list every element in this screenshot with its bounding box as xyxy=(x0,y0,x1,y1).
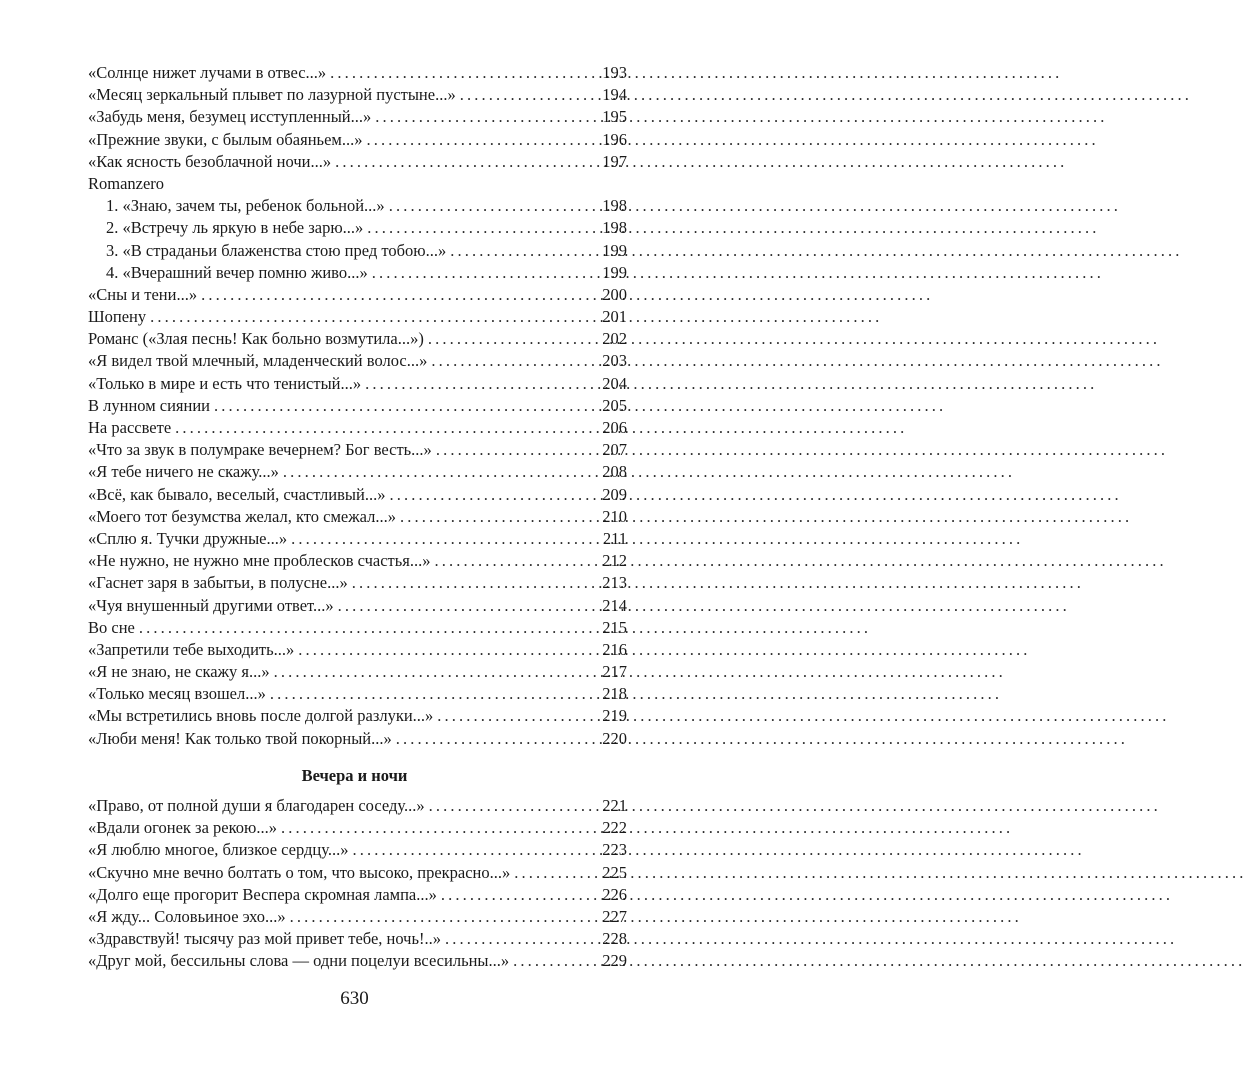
toc-entry xyxy=(88,950,627,972)
dot-leader xyxy=(298,639,598,661)
dot-leader xyxy=(460,84,599,106)
toc-entry-page: 206 xyxy=(602,418,627,437)
dot-leader xyxy=(366,129,598,151)
dot-leader xyxy=(365,373,598,395)
toc-entry-page: 205 xyxy=(602,395,627,415)
dot-leader xyxy=(436,439,598,461)
dot-leader xyxy=(513,950,598,972)
toc-entry xyxy=(88,417,627,439)
toc-entry xyxy=(88,928,627,950)
toc-entry xyxy=(88,106,627,128)
dot-leader xyxy=(437,705,598,727)
toc-entry-title: Romanzero xyxy=(88,173,165,193)
toc-entry-page: 199 xyxy=(602,240,627,260)
dot-leader xyxy=(283,461,598,483)
dot-leader xyxy=(431,350,598,372)
toc-entry xyxy=(88,839,627,861)
dot-leader xyxy=(281,817,598,839)
toc-entry xyxy=(88,217,627,239)
dot-leader xyxy=(441,884,598,906)
toc-entry xyxy=(88,817,627,839)
toc-entry xyxy=(88,528,627,550)
toc-entry xyxy=(88,572,627,594)
toc-entry xyxy=(88,284,627,306)
toc-subheading xyxy=(88,173,627,195)
dot-leader xyxy=(335,151,598,173)
toc-entry xyxy=(88,795,627,817)
toc-entry-title: 1. «Знаю, зачем ты, ребенок больной...» xyxy=(106,196,385,216)
toc-entry-page: 227 xyxy=(602,906,627,926)
dot-leader xyxy=(139,617,598,639)
toc-entry xyxy=(88,373,627,395)
toc-entry-title: «Здравствуй! тысячу раз мой привет тебе, ночь!..» xyxy=(88,929,441,949)
table-of-contents xyxy=(88,62,627,750)
dot-leader xyxy=(400,506,598,528)
toc-entry-page: 222 xyxy=(602,818,627,838)
toc-entry-title: «Чуя внушенный другими ответ...» xyxy=(88,595,334,615)
dot-leader xyxy=(429,795,599,817)
dot-leader xyxy=(353,839,599,861)
toc-entry-title: «Друг мой, бессильны слова — одни поцелуи всесильны...» xyxy=(88,951,510,971)
toc-entry-title: На рассвете xyxy=(88,418,172,437)
toc-entry xyxy=(88,595,627,617)
toc-entry-title: «Запретили тебе выходить...» xyxy=(88,639,295,659)
toc-entry-page: 219 xyxy=(602,706,627,726)
toc-entry-page: 216 xyxy=(602,639,627,659)
toc-entry xyxy=(88,705,627,727)
toc-entry-title: «Месяц зеркальный плывет по лазурной пустыне...» xyxy=(88,85,456,105)
toc-entry-title: «Сны и тени...» xyxy=(88,284,198,304)
toc-entry-page: 218 xyxy=(602,684,627,704)
dot-leader xyxy=(389,195,599,217)
dot-leader xyxy=(514,862,598,884)
toc-entry-page: 217 xyxy=(602,662,627,682)
dot-leader xyxy=(270,683,598,705)
toc-entry xyxy=(88,862,627,884)
toc-entry xyxy=(88,84,627,106)
dot-leader xyxy=(214,395,598,417)
toc-entry-title: «Забудь меня, безумец исступленный...» xyxy=(88,107,372,127)
toc-entry-page: 207 xyxy=(602,440,627,460)
toc-entry-title: «Гаснет заря в забытьи, в полусне...» xyxy=(88,573,348,593)
toc-entry xyxy=(88,661,627,683)
toc-entry-page: 197 xyxy=(602,151,627,171)
toc-entry-page: 225 xyxy=(602,862,627,882)
toc-entry-title: «Не нужно, не нужно мне проблесков счастья...» xyxy=(88,551,431,571)
toc-entry-title: «Вдали огонек за рекою...» xyxy=(88,818,277,838)
toc-entry-page: 203 xyxy=(602,351,627,371)
toc-entry-title: «Только месяц взошел...» xyxy=(88,684,266,704)
dot-leader xyxy=(175,417,598,439)
toc-entry-page: 209 xyxy=(602,484,627,504)
toc-entry-title: «Сплю я. Тучки дружные...» xyxy=(88,528,288,548)
toc-entry-page: 214 xyxy=(602,595,627,615)
dot-leader xyxy=(338,595,599,617)
toc-entry-title: «Я тебе ничего не скажу...» xyxy=(88,462,279,482)
toc-entry-page: 199 xyxy=(602,262,627,282)
toc-entry xyxy=(88,195,627,217)
toc-entry-page: 202 xyxy=(602,329,627,349)
dot-leader xyxy=(375,106,598,128)
toc-entry-title: «Я люблю многое, близкое сердцу...» xyxy=(88,840,349,860)
table-of-contents-section xyxy=(88,795,627,973)
dot-leader xyxy=(428,328,598,350)
toc-entry-title: Шопену xyxy=(88,307,147,327)
toc-entry-title: «Что за звук в полумраке вечернем? Бог весть...» xyxy=(88,440,432,460)
dot-leader xyxy=(372,262,599,284)
dot-leader xyxy=(396,728,599,750)
toc-entry-title: «Я видел твой млечный, младенческий волос...» xyxy=(88,351,428,371)
toc-entry-page: 196 xyxy=(602,129,627,149)
toc-entry-page: 223 xyxy=(602,840,627,860)
dot-leader xyxy=(389,484,598,506)
toc-entry-title: Романс («Злая песнь! Как больно возмутила...») xyxy=(88,329,424,349)
toc-entry-title: 2. «Встречу ль яркую в небе зарю...» xyxy=(106,218,364,238)
toc-entry xyxy=(88,395,627,417)
toc-entry-title: «Люби меня! Как только твой покорный...» xyxy=(88,728,392,748)
dot-leader xyxy=(201,284,598,306)
dot-leader xyxy=(352,572,599,594)
toc-entry xyxy=(88,240,627,262)
toc-entry-page: 229 xyxy=(602,951,627,971)
toc-entry xyxy=(88,639,627,661)
toc-entry-page: 221 xyxy=(602,796,627,815)
toc-entry-title: Во сне xyxy=(88,617,135,637)
toc-entry-page: 220 xyxy=(602,728,627,748)
toc-entry-title: «Моего тот безумства желал, кто смежал...» xyxy=(88,506,396,526)
toc-entry-page: 211 xyxy=(602,528,627,548)
toc-entry xyxy=(88,484,627,506)
toc-entry-page: 201 xyxy=(602,307,627,327)
dot-leader xyxy=(150,306,598,328)
toc-entry xyxy=(88,129,627,151)
toc-entry xyxy=(88,151,627,173)
toc-entry-page: 213 xyxy=(602,573,627,593)
toc-entry xyxy=(88,262,627,284)
toc-entry-page: 194 xyxy=(602,85,627,105)
toc-entry-title: «Солнце нижет лучами в отвес...» xyxy=(88,63,327,82)
toc-entry xyxy=(88,328,627,350)
toc-entry-title: «Скучно мне вечно болтать о том, что высоко, прекрасно...» xyxy=(88,862,511,882)
dot-leader xyxy=(330,62,598,84)
toc-entry xyxy=(88,306,627,328)
toc-entry-page: 200 xyxy=(602,284,627,304)
dot-leader xyxy=(274,661,599,683)
toc-entry-title: 4. «Вчерашний вечер помню живо...» xyxy=(106,262,368,282)
toc-entry-page: 228 xyxy=(602,929,627,949)
toc-entry-title: «Прежние звуки, с былым обаяньем...» xyxy=(88,129,363,149)
toc-entry xyxy=(88,461,627,483)
toc-entry-page: 193 xyxy=(602,63,627,82)
toc-entry xyxy=(88,439,627,461)
section-heading: Вечера и ночи xyxy=(301,766,408,785)
dot-leader xyxy=(291,528,599,550)
toc-entry xyxy=(88,617,627,639)
page-number: 630 xyxy=(340,988,369,1009)
dot-leader xyxy=(367,217,598,239)
toc-entry-title: «Право, от полной души я благодарен соседу...» xyxy=(88,796,425,815)
toc-entry xyxy=(88,906,627,928)
toc-entry-page: 226 xyxy=(602,884,627,904)
toc-entry xyxy=(88,62,627,84)
toc-entry-page: 210 xyxy=(602,506,627,526)
dot-leader xyxy=(290,906,599,928)
toc-entry-title: «Я жду... Соловьиное эхо...» xyxy=(88,906,286,926)
toc-entry-page: 208 xyxy=(602,462,627,482)
toc-entry xyxy=(88,683,627,705)
toc-entry-page: 195 xyxy=(602,107,627,127)
toc-entry-title: В лунном сиянии xyxy=(88,395,211,415)
dot-leader xyxy=(435,550,599,572)
toc-entry-title: «Я не знаю, не скажу я...» xyxy=(88,662,270,682)
toc-entry-title: «Мы встретились вновь после долгой разлуки...» xyxy=(88,706,434,726)
toc-entry xyxy=(88,506,627,528)
toc-entry xyxy=(88,350,627,372)
toc-entry xyxy=(88,728,627,750)
toc-entry-page: 204 xyxy=(602,373,627,393)
toc-entry-page: 198 xyxy=(602,196,627,216)
toc-entry-title: «Только в мире и есть что тенистый...» xyxy=(88,373,362,393)
dot-leader xyxy=(450,240,598,262)
toc-entry-title: 3. «В страданьи блаженства стою пред тобою...» xyxy=(106,240,447,260)
toc-entry-title: «Долго еще прогорит Веспера скромная лампа...» xyxy=(88,884,437,904)
dot-leader xyxy=(445,928,598,950)
toc-entry xyxy=(88,550,627,572)
toc-entry-page: 198 xyxy=(602,218,627,238)
toc-entry-title: «Как ясность безоблачной ночи...» xyxy=(88,151,332,171)
toc-entry-title: «Всё, как бывало, веселый, счастливый...» xyxy=(88,484,386,504)
toc-entry xyxy=(88,884,627,906)
toc-entry-page: 215 xyxy=(602,617,627,637)
toc-entry-page: 212 xyxy=(602,551,627,571)
